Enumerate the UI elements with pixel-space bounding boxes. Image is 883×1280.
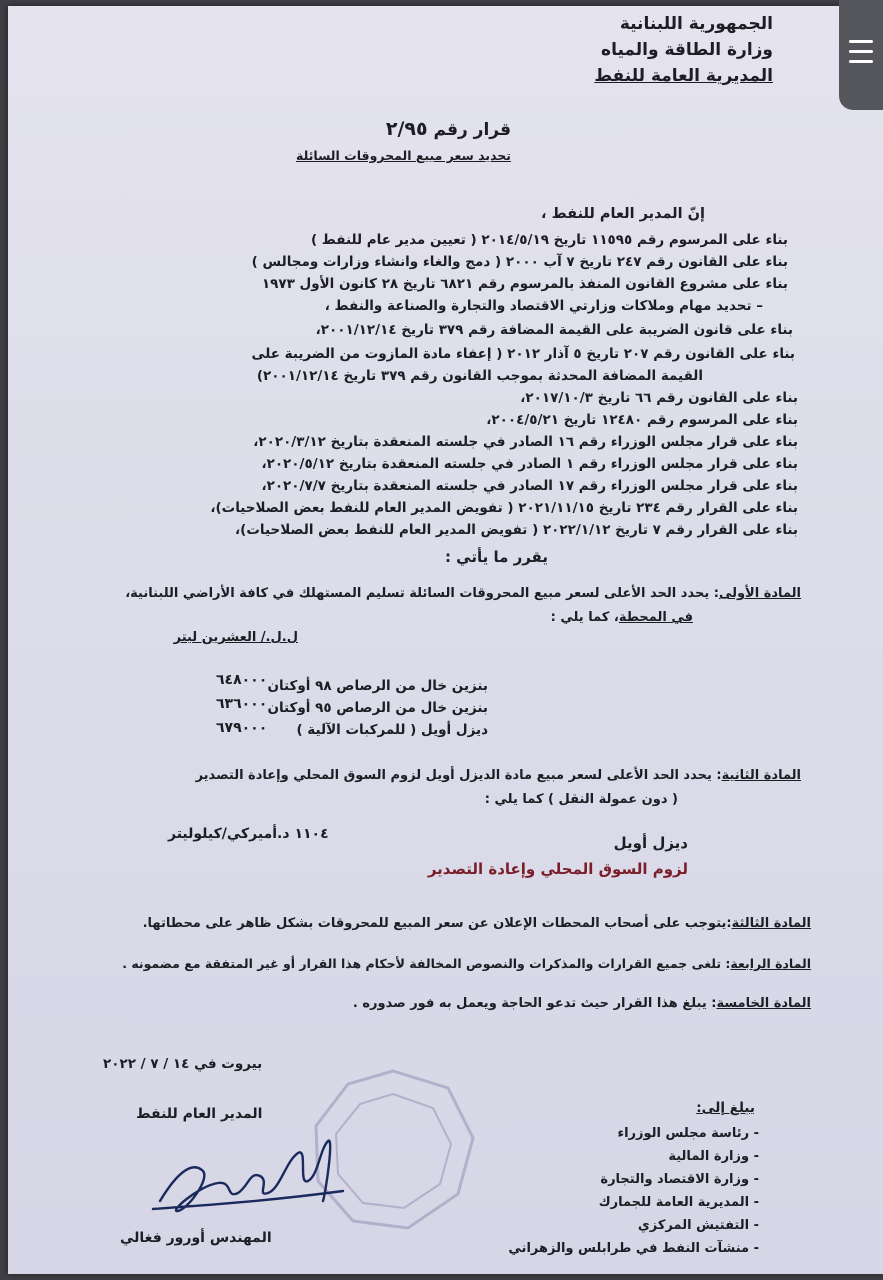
article5-text: : يبلغ هذا القرار حيث تدعو الحاجة ويعمل به فور صدوره . <box>352 996 717 1011</box>
article5 <box>353 996 811 1011</box>
article1-text2: ، كما يلي : <box>550 610 619 625</box>
article2-label: المادة الثانية <box>721 768 801 783</box>
recipient-item: - وزارة المالية <box>668 1149 759 1164</box>
clause-4: بناء على قانون الضريبة على القيمة المضافة رقم ٣٧٩ تاريخ ٢٠٠١/١٢/١٤، <box>315 322 793 338</box>
article1-label: المادة الأولى <box>718 586 801 601</box>
clause-0: بناء على المرسوم رقم ١١٥٩٥ تاريخ ٢٠١٤/٥/١٩ ( تعيين مدير عام للنفط ) <box>310 232 788 248</box>
decision-title <box>386 118 511 140</box>
article2-price: ١١٠٤ د.أميركي/كيلوليتر <box>168 826 329 842</box>
clause-9: بناء على قرار مجلس الوزراء رقم ١٦ الصادر في جلسته المنعقدة بتاريخ ٢٠٢٠/٣/١٢، <box>253 434 798 450</box>
clause-6: القيمة المضافة المحدثة بموجب القانون رقم ٣٧٩ تاريخ ٢٠٠١/١٢/١٤) <box>256 368 703 384</box>
recipient-text: وزارة المالية <box>668 1149 750 1164</box>
article3-text: :يتوجب على أصحاب المحطات الإعلان عن سعر المبيع للمحروقات بشكل ظاهر على محطاتها. <box>142 916 732 931</box>
clause-10: بناء على قرار مجلس الوزراء رقم ١ الصادر في جلسته المنعقدة بتاريخ ٢٠٢٠/٥/١٢، <box>261 456 798 472</box>
article2-line1 <box>196 768 801 783</box>
fuel-price-0: ٦٤٨٠٠٠ <box>216 672 268 688</box>
article4-label: المادة الرابعة <box>730 956 811 971</box>
article3-label: المادة الثالثة <box>731 916 811 931</box>
handwritten-signature <box>148 1131 348 1226</box>
clause-12: بناء على القرار رقم ٢٣٤ تاريخ ٢٠٢١/١١/١٥ ( تفويض المدير العام للنفط بعض الصلاحيات)، <box>210 500 798 516</box>
article1-station-label: في المحطة <box>618 610 693 625</box>
article3 <box>143 916 811 931</box>
article2-text: : يحدد الحد الأعلى لسعر مبيع مادة الديزل أويل لزوم السوق المحلي وإعادة التصدير <box>195 768 722 783</box>
article2-product-sub: لزوم السوق المحلي وإعادة التصدير <box>427 860 688 878</box>
recipient-text: التفتيش المركزي <box>637 1218 750 1233</box>
signatory-name: المهندس أورور فغالي <box>120 1230 272 1246</box>
article1-text: : يحدد الحد الأعلى لسعر مبيع المحروقات السائلة تسليم المستهلك في كافة الأراضي اللبنانية، <box>125 586 719 601</box>
clause-8: بناء على المرسوم رقم ١٢٤٨٠ تاريخ ٢٠٠٤/٥/٢١، <box>486 412 798 428</box>
article2-product: ديزل أويل <box>613 834 688 852</box>
decision-number-label: قرار رقم <box>433 120 511 140</box>
fuel-price-2: ٦٧٩٠٠٠ <box>216 720 268 736</box>
clause-1: بناء على القانون رقم ٢٤٧ تاريخ ٧ آب ٢٠٠٠ ( دمج والغاء وانشاء وزارات ومجالس ) <box>251 254 788 270</box>
fuel-name-0: بنزين خال من الرصاص ٩٨ أوكتان <box>267 678 488 694</box>
clause-5: بناء على القانون رقم ٢٠٧ تاريخ ٥ آذار ٢٠١٢ ( إعفاء مادة المازوت من الضريبة على <box>251 346 795 362</box>
article1-line2 <box>551 610 693 625</box>
preamble-issuer: إنّ المدير العام للنفط ، <box>541 206 705 222</box>
clause-13: بناء على القرار رقم ٧ تاريخ ٢٠٢٢/١/١٢ ( تفويض المدير العام للنفط بعض الصلاحيات)، <box>235 522 798 538</box>
signatory-title: المدير العام للنفط <box>136 1106 263 1122</box>
recipient-text: المديرية العامة للجمارك <box>598 1195 750 1210</box>
header-directorate: المديرية العامة للنفط <box>594 66 773 86</box>
fuel-name-2: ديزل أويل ( للمركبات الآلية ) <box>296 722 488 738</box>
recipients-list <box>508 1122 759 1260</box>
clause-2: بناء على مشروع القانون المنفذ بالمرسوم رقم ٦٨٢١ تاريخ ٢٨ كانون الأول ١٩٧٣ <box>261 276 788 292</box>
recipient-text: رئاسة مجلس الوزراء <box>617 1126 750 1141</box>
article4-text: : تلغى جميع القرارات والمذكرات والنصوص المخالفة لأحكام هذا القرار أو غير المتفقة مع مضمونه . <box>122 956 731 971</box>
clause-7: بناء على القانون رقم ٦٦ تاريخ ٢٠١٧/١٠/٣، <box>520 390 798 406</box>
article4 <box>122 956 811 971</box>
article1-unit: ل.ل./ العشرين ليتر <box>173 630 298 645</box>
document-page <box>8 6 883 1274</box>
viewer-menu-button[interactable] <box>839 0 883 110</box>
recipient-item: - منشآت النفط في طرابلس والزهراني <box>508 1241 759 1256</box>
article1-line1 <box>125 586 801 601</box>
header-ministry: وزارة الطاقة والمياه <box>601 40 773 60</box>
recipients-heading: يبلغ إلى: <box>696 1100 755 1116</box>
decision-subject: تحديد سعر مبيع المحروقات السائلة <box>296 148 511 163</box>
recipient-item: - رئاسة مجلس الوزراء <box>617 1126 759 1141</box>
recipient-item: - التفتيش المركزي <box>637 1218 759 1233</box>
recipient-item: - المديرية العامة للجمارك <box>598 1195 759 1210</box>
fuel-name-1: بنزين خال من الرصاص ٩٥ أوكتان <box>267 700 488 716</box>
clause-11: بناء على قرار مجلس الوزراء رقم ١٧ الصادر في جلسته المنعقدة بتاريخ ٢٠٢٠/٧/٧، <box>261 478 798 494</box>
decides-line: يقرر ما يأتي : <box>444 548 548 566</box>
recipient-text: منشآت النفط في طرابلس والزهراني <box>508 1241 750 1256</box>
fuel-price-1: ٦٣٦٠٠٠ <box>216 696 268 712</box>
decision-number: ٢/٩٥ <box>385 118 428 140</box>
recipient-item: - وزارة الاقتصاد والتجارة <box>600 1172 759 1187</box>
clause-3: – تحديد مهام وملاكات وزارتي الاقتصاد والتجارة والصناعة والنفط ، <box>324 298 763 314</box>
article2-line2: ( دون عمولة النقل ) كما يلي : <box>484 792 678 807</box>
place-date: بيروت في ١٤ / ٧ / ٢٠٢٢ <box>103 1056 263 1072</box>
recipient-text: وزارة الاقتصاد والتجارة <box>600 1172 750 1187</box>
header-republic: الجمهورية اللبنانية <box>619 14 773 34</box>
article5-label: المادة الخامسة <box>716 996 811 1011</box>
